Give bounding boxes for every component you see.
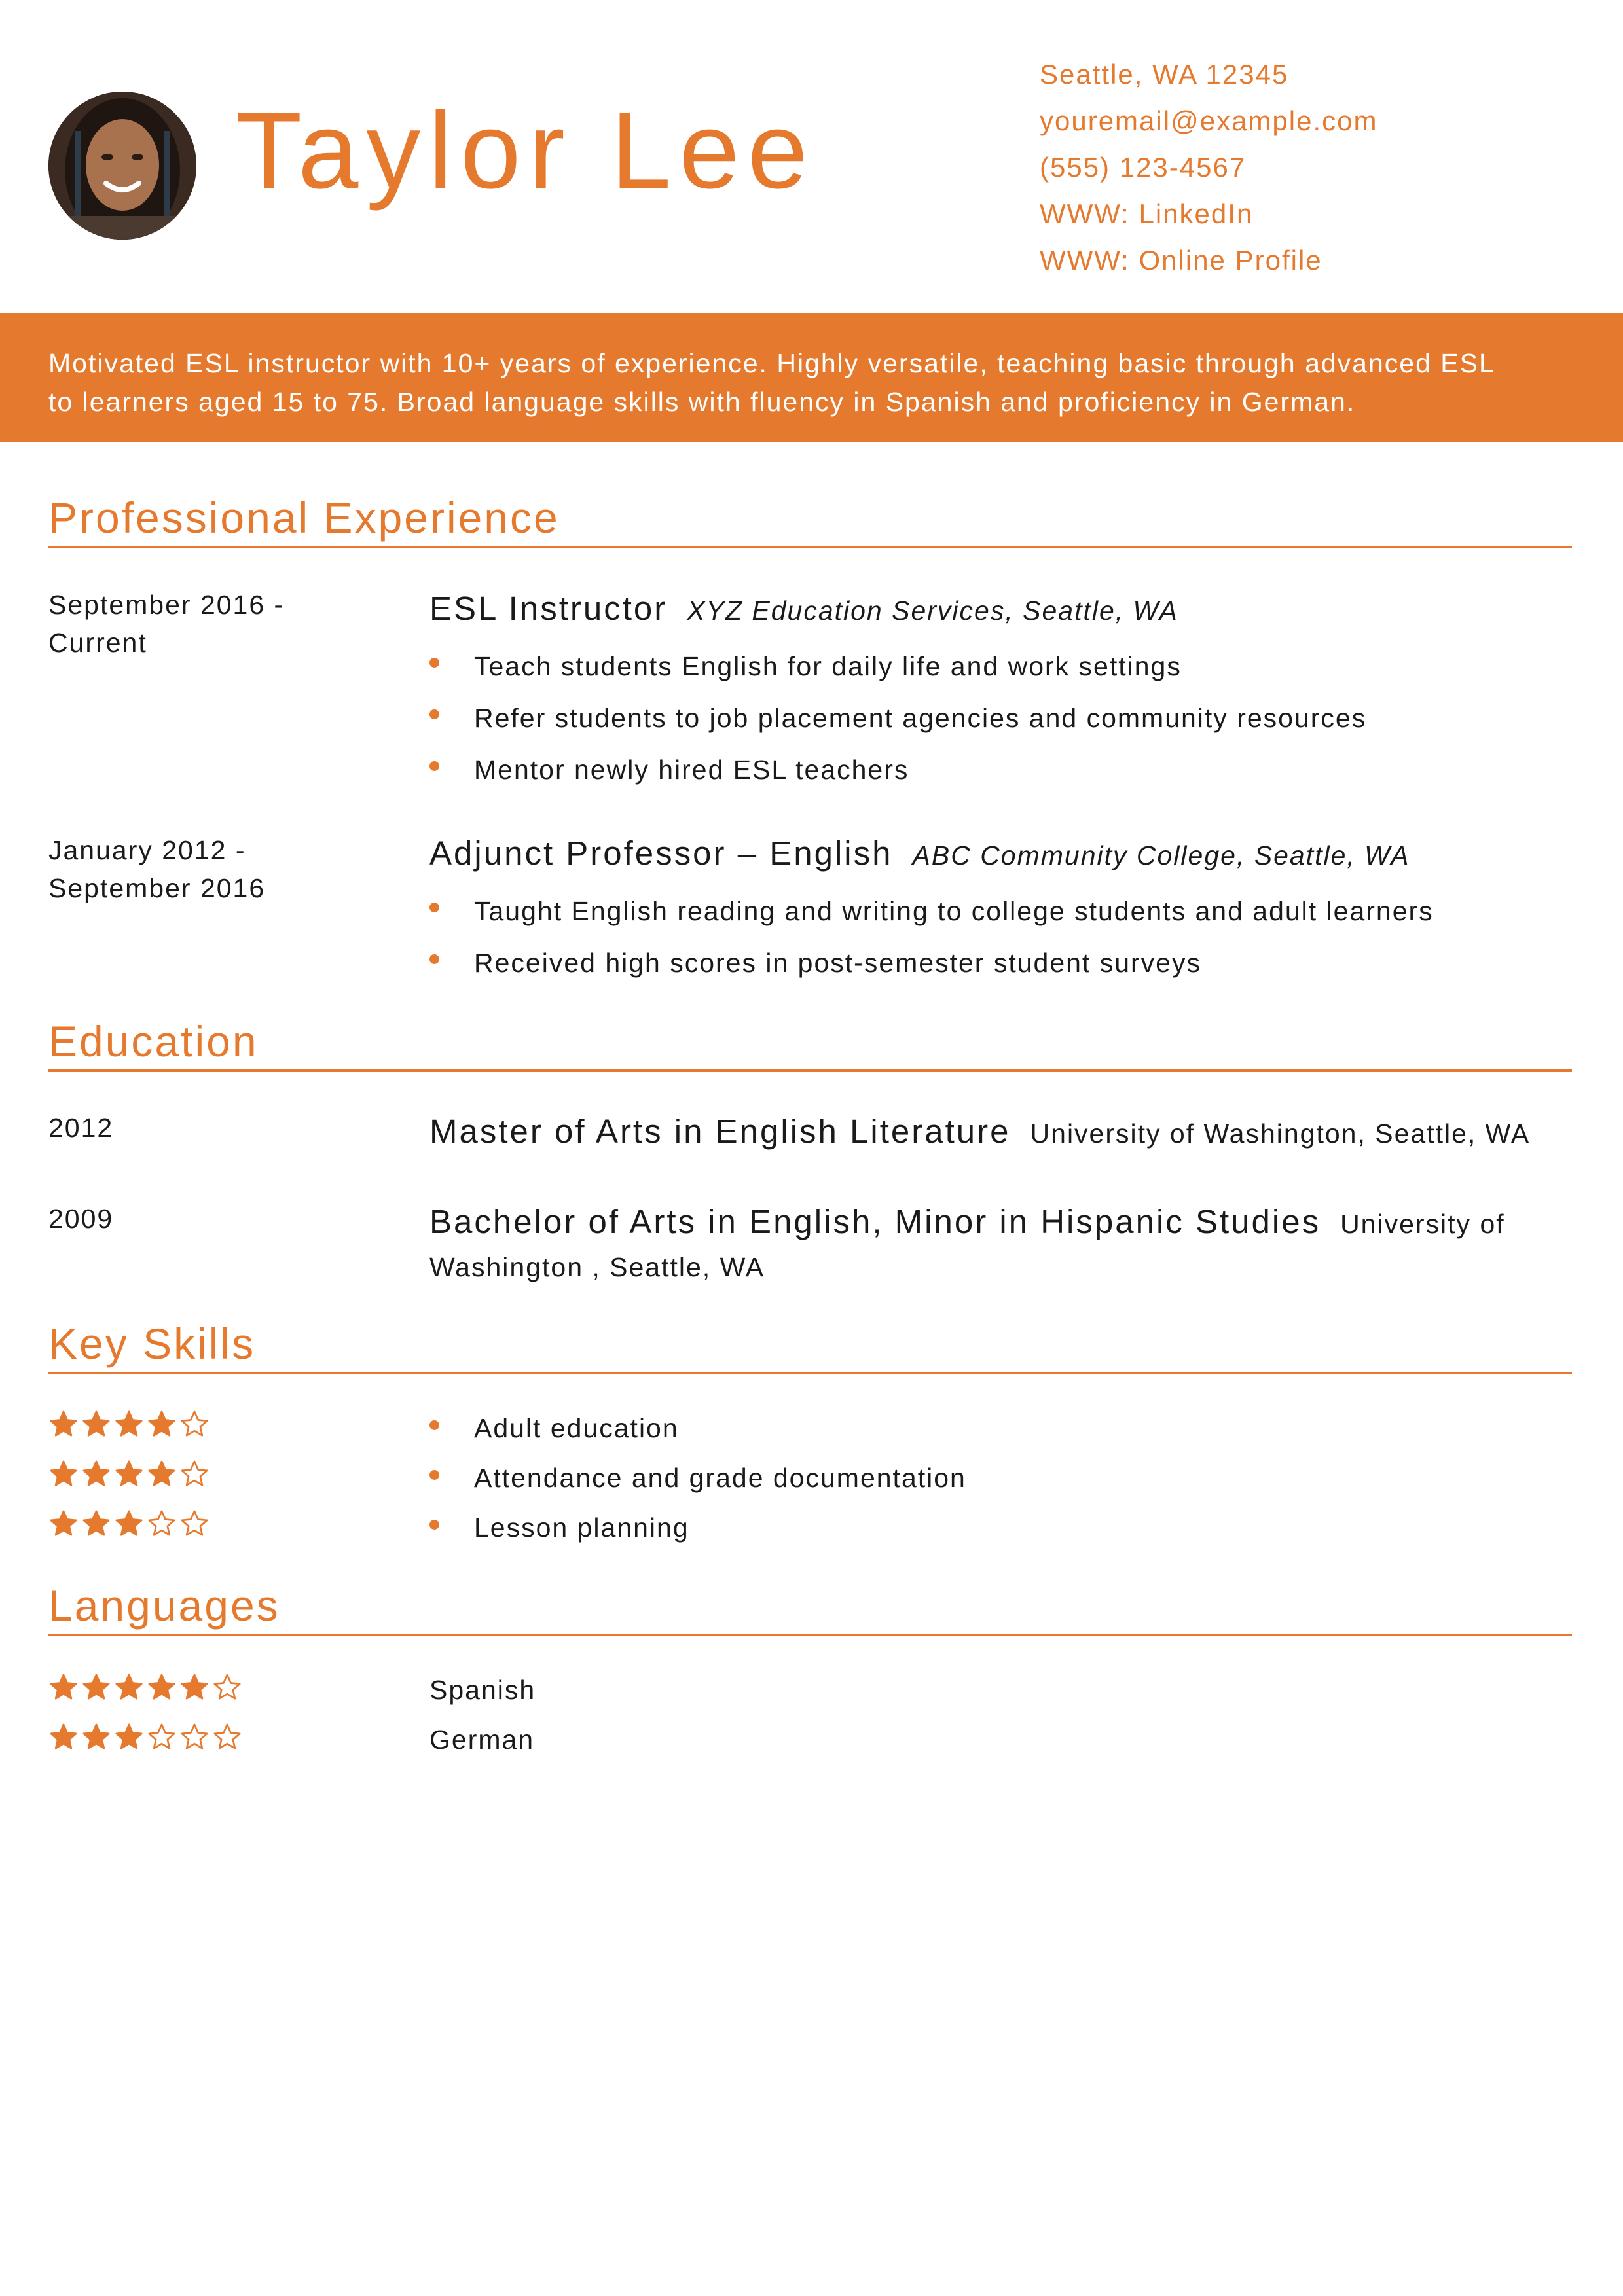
- star-filled-icon: [48, 1459, 79, 1489]
- job-bullets: [429, 886, 1582, 989]
- star-rating: [48, 1672, 242, 1703]
- star-filled-icon: [81, 1722, 111, 1752]
- bullet-dot-icon: [429, 903, 439, 912]
- summary-line: to learners aged 15 to 75. Broad language skills with fluency in Spanish and proficiency in German.: [48, 387, 1356, 417]
- star-filled-icon: [114, 1509, 144, 1539]
- degree-title: Bachelor of Arts in English, Minor in Hispanic Studies: [429, 1203, 1321, 1240]
- star-filled-icon: [179, 1672, 210, 1702]
- profile-photo: [48, 92, 196, 240]
- bullet-text: Taught English reading and writing to college students and adult learners: [474, 896, 1434, 926]
- star-outline-icon: [179, 1409, 210, 1439]
- contact-email[interactable]: youremail@example.com: [1040, 105, 1378, 136]
- bullet-dot-icon: [429, 1420, 439, 1430]
- job-organization: XYZ Education Services, Seattle, WA: [687, 596, 1178, 626]
- star-filled-icon: [114, 1672, 144, 1702]
- section-title-languages: Languages: [48, 1584, 1572, 1636]
- school-name: University of Washington, Seattle, WA: [1030, 1119, 1531, 1149]
- list-item: [429, 886, 1582, 937]
- star-filled-icon: [114, 1459, 144, 1489]
- section-title-experience: Professional Experience: [48, 496, 1572, 548]
- star-filled-icon: [114, 1722, 144, 1752]
- job-dates-end: Current: [48, 628, 147, 658]
- skills-list: [429, 1403, 1582, 1552]
- star-outline-icon: [212, 1672, 242, 1702]
- candidate-name: Taylor Lee: [236, 90, 816, 211]
- bullet-text: Teach students English for daily life and work settings: [474, 651, 1182, 681]
- job-dates: [48, 831, 265, 907]
- summary-line: Motivated ESL instructor with 10+ years of experience. Highly versatile, teaching basic through advanced ESL: [48, 348, 1495, 378]
- star-filled-icon: [114, 1409, 144, 1439]
- job-bullets: [429, 641, 1582, 796]
- bullet-dot-icon: [429, 658, 439, 668]
- list-item: [429, 641, 1582, 692]
- education-entry: [429, 1111, 1582, 1155]
- list-item: [429, 1403, 1582, 1453]
- bullet-text: Received high scores in post-semester student surveys: [474, 948, 1201, 978]
- summary-band: [0, 313, 1623, 442]
- education-year: 2009: [48, 1204, 114, 1234]
- job-dates-start: September 2016 -: [48, 590, 285, 620]
- skill-name: Lesson planning: [474, 1513, 689, 1543]
- skill-bullets: [429, 1403, 1582, 1552]
- list-item: [429, 1453, 1582, 1503]
- job-dates: [48, 586, 284, 662]
- star-filled-icon: [48, 1722, 79, 1752]
- star-rating: [48, 1458, 210, 1490]
- contact-phone: (555) 123-4567: [1040, 152, 1247, 183]
- job-entry: [429, 833, 1582, 989]
- skill-name: Adult education: [474, 1413, 679, 1443]
- job-title: Adjunct Professor – English: [429, 834, 893, 872]
- bullet-dot-icon: [429, 1470, 439, 1480]
- education-year: 2012: [48, 1113, 114, 1143]
- language-name: Spanish: [429, 1675, 536, 1705]
- star-filled-icon: [81, 1459, 111, 1489]
- bullet-dot-icon: [429, 761, 439, 771]
- star-filled-icon: [147, 1459, 177, 1489]
- language-name: German: [429, 1725, 535, 1755]
- skill-name: Attendance and grade documentation: [474, 1463, 966, 1493]
- star-filled-icon: [81, 1409, 111, 1439]
- contact-linkedin[interactable]: WWW: LinkedIn: [1040, 198, 1254, 229]
- contact-info: [1040, 51, 1377, 283]
- star-filled-icon: [147, 1409, 177, 1439]
- list-item: [429, 744, 1582, 796]
- bullet-text: Refer students to job placement agencies and community resources: [474, 703, 1367, 733]
- education-entry: [429, 1200, 1582, 1289]
- star-rating: [48, 1508, 210, 1539]
- star-outline-icon: [212, 1722, 242, 1752]
- job-dates-start: January 2012 -: [48, 835, 246, 865]
- star-rating: [48, 1721, 242, 1753]
- star-filled-icon: [147, 1672, 177, 1702]
- school-name-continued: Washington , Seattle, WA: [429, 1252, 765, 1282]
- star-outline-icon: [179, 1509, 210, 1539]
- contact-address: Seattle, WA 12345: [1040, 59, 1289, 90]
- languages-list: [429, 1665, 1582, 1765]
- list-item: [429, 1503, 1582, 1552]
- star-filled-icon: [81, 1672, 111, 1702]
- job-entry: [429, 588, 1582, 796]
- school-name: University of: [1340, 1209, 1505, 1239]
- degree-title: Master of Arts in English Literature: [429, 1113, 1011, 1150]
- star-outline-icon: [179, 1459, 210, 1489]
- bullet-text: Mentor newly hired ESL teachers: [474, 755, 909, 785]
- job-dates-end: September 2016: [48, 873, 266, 903]
- section-title-education: Education: [48, 1020, 1572, 1072]
- star-outline-icon: [147, 1509, 177, 1539]
- star-filled-icon: [48, 1672, 79, 1702]
- list-item: [429, 692, 1582, 744]
- job-organization: ABC Community College, Seattle, WA: [912, 840, 1410, 870]
- section-title-skills: Key Skills: [48, 1322, 1572, 1374]
- bullet-dot-icon: [429, 709, 439, 719]
- bullet-dot-icon: [429, 1520, 439, 1530]
- star-outline-icon: [147, 1722, 177, 1752]
- bullet-dot-icon: [429, 954, 439, 964]
- job-title: ESL Instructor: [429, 590, 668, 627]
- star-rating: [48, 1408, 210, 1440]
- star-filled-icon: [48, 1409, 79, 1439]
- language-ratings: [48, 1672, 242, 1753]
- skill-ratings: [48, 1408, 210, 1539]
- star-outline-icon: [179, 1722, 210, 1752]
- list-item: [429, 937, 1582, 989]
- star-filled-icon: [81, 1509, 111, 1539]
- star-filled-icon: [48, 1509, 79, 1539]
- contact-online-profile[interactable]: WWW: Online Profile: [1040, 245, 1322, 276]
